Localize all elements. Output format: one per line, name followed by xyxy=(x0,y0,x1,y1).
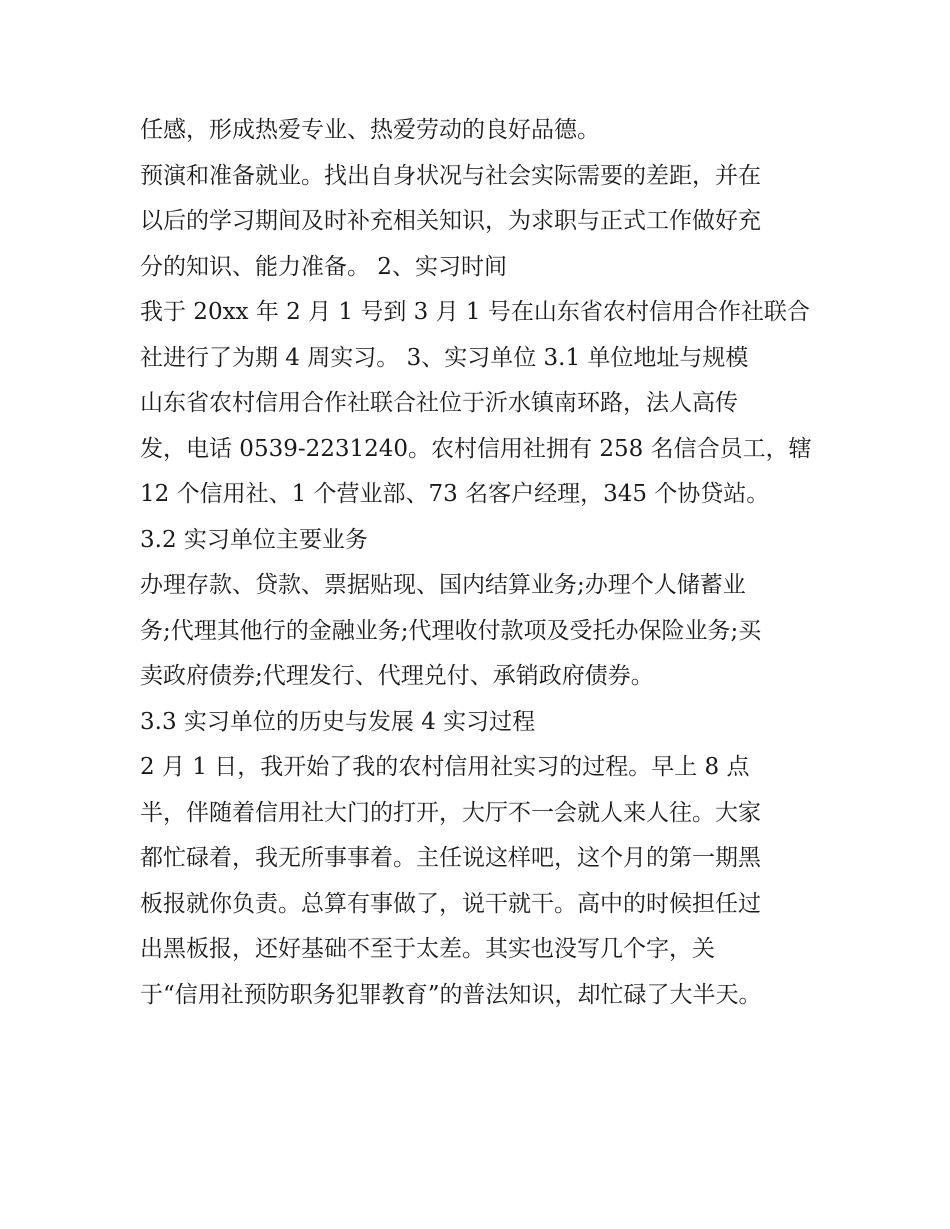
body-text xyxy=(140,108,820,1018)
text-line: 预演和准备就业。找出自身状况与社会实际需要的差距，并在 xyxy=(140,162,761,189)
text-line: 以后的学习期间及时补充相关知识，为求职与正式工作做好充 xyxy=(140,208,761,234)
text-line: 板报就你负责。总算有事做了，说干就干。高中的时候担任过 xyxy=(140,890,761,917)
text-line: 任感，形成热爱专业、热爱劳动的良好品德。 xyxy=(140,117,600,143)
section-heading: 3.2 实习单位主要业务 xyxy=(140,526,368,553)
text-line: 务;代理其他行的金融业务;代理收付款项及受托办保险业务;买 xyxy=(140,617,762,644)
text-line: 分的知识、能力准备。 2、实习时间 xyxy=(140,253,507,280)
text-line: 发，电话 0539-2231240。农村信用社拥有 258 名信合员工，辖 xyxy=(140,435,812,462)
text-line: 出黑板报，还好基础不至于太差。其实也没写几个字，关 xyxy=(140,936,715,962)
text-line: 我于 20xx 年 2 月 1 号到 3 月 1 号在山东省农村信用合作社联合 xyxy=(140,299,810,325)
text-line: 都忙碌着，我无所事事着。主任说这样吧，这个月的第一期黑 xyxy=(140,845,761,871)
text-line: 于“信用社预防职务犯罪教育”的普法知识，却忙碌了大半天。 xyxy=(140,981,762,1008)
text-line: 山东省农村信用合作社联合社位于沂水镇南环路，法人高传 xyxy=(140,390,738,416)
text-line: 社进行了为期 4 周实习。 3、实习单位 3.1 单位地址与规模 xyxy=(140,344,749,371)
text-line: 2 月 1 日，我开始了我的农村信用社实习的过程。早上 8 点 xyxy=(140,754,750,780)
text-line: 卖政府债券;代理发行、代理兑付、承销政府债券。 xyxy=(140,663,654,689)
text-line: 办理存款、贷款、票据贴现、国内结算业务;办理个人储蓄业 xyxy=(140,572,746,598)
text-line: 半，伴随着信用社大门的打开，大厅不一会就人来人往。大家 xyxy=(140,799,761,826)
section-heading: 3.3 实习单位的历史与发展 4 实习过程 xyxy=(140,708,536,735)
text-line: 12 个信用社、1 个营业部、73 名客户经理，345 个协贷站。 xyxy=(140,481,770,507)
